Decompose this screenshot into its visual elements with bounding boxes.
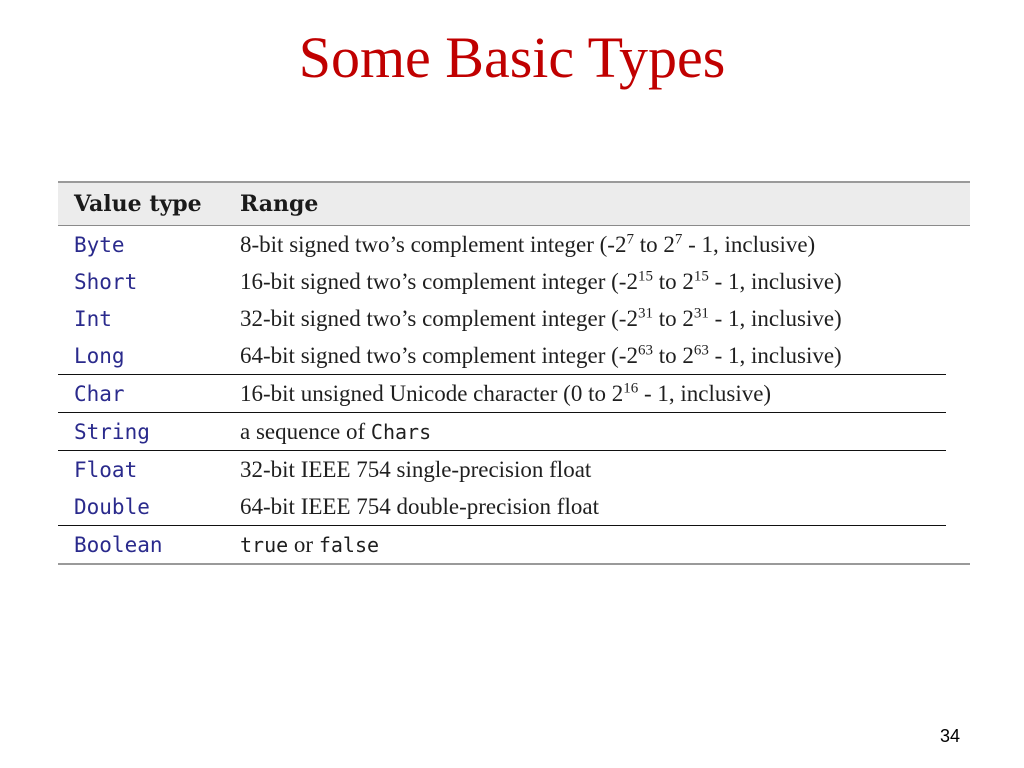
type-range: 16-bit unsigned Unicode character (0 to $2^{16} - 1$, inclusive): [240, 379, 772, 406]
type-range: true or false: [240, 531, 380, 557]
table-row: [58, 226, 970, 263]
type-name: Byte: [74, 232, 125, 257]
table-row: [58, 488, 970, 525]
type-name: Char: [74, 381, 125, 406]
type-range: 8-bit signed two’s complement integer ($-2^7$ to $2^7 - 1$, inclusive): [240, 230, 816, 257]
table-row: [58, 451, 970, 488]
type-range: 16-bit signed two’s complement integer ($-2^{15}$ to $2^{15} - 1$, inclusive): [240, 267, 842, 294]
table-row: [58, 413, 970, 450]
type-range: 32-bit signed two’s complement integer ($-2^{31}$ to $2^{31} - 1$, inclusive): [240, 304, 842, 331]
page-number: 34: [939, 726, 961, 746]
type-name: String: [74, 419, 150, 444]
type-range: 64-bit signed two’s complement integer ($-2^{63}$ to $2^{63} - 1$, inclusive): [240, 341, 842, 368]
type-name: Short: [74, 269, 138, 294]
table-row: [58, 526, 970, 563]
header-value-type: Value type: [74, 191, 202, 217]
header-range: Range: [240, 191, 319, 217]
table-bottom-rule: [58, 563, 970, 565]
slide-title: Some Basic Types: [298, 25, 726, 90]
table-row: [58, 375, 970, 412]
type-name: Int: [74, 306, 112, 331]
table-row: [58, 337, 970, 374]
type-range: 32-bit IEEE 754 single-precision float: [240, 456, 592, 482]
table-row: [58, 300, 970, 337]
table-header-row: [58, 183, 970, 226]
type-range: a sequence of Chars: [240, 418, 432, 444]
value-types-table: [58, 181, 970, 565]
type-name: Long: [74, 343, 125, 368]
type-name: Double: [74, 494, 150, 519]
type-range: 64-bit IEEE 754 double-precision float: [240, 493, 599, 519]
type-name: Float: [74, 457, 138, 482]
table-row: [58, 263, 970, 300]
type-name: Boolean: [74, 532, 163, 557]
